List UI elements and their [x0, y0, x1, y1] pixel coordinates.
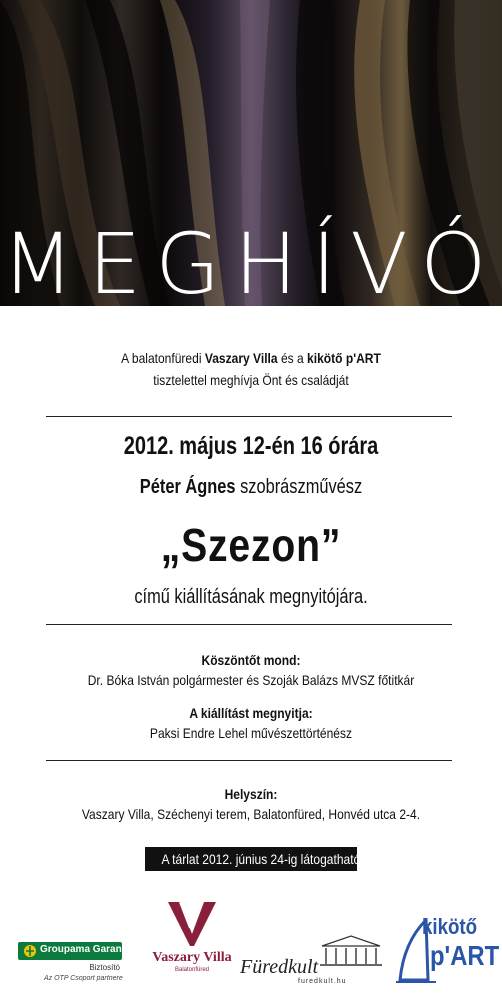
furedkult-name: Füredkult — [240, 956, 319, 978]
furedkult-url: furedkult.hu — [298, 978, 347, 985]
divider — [46, 416, 452, 417]
building-facade-icon — [316, 934, 386, 966]
exhibition-duration-note — [145, 847, 364, 871]
exhibition-title: „Szezon” — [160, 519, 342, 571]
location-address: Vaszary Villa, Széchenyi terem, Balatonfüred, Honvéd utca 2-4. — [81, 806, 421, 822]
invitation-title: MEGHÍVÓ — [1, 215, 501, 306]
exhibition-subtitle: című kiállításának megnyitójára. — [134, 586, 368, 608]
greeting-label: Köszöntőt mond: — [201, 652, 301, 668]
part-name: p'ART — [430, 940, 500, 971]
header-artwork — [0, 0, 502, 306]
intro-line-1 — [35, 349, 467, 368]
vaszary-name: Vaszary Villa — [152, 950, 232, 965]
vaszary-place: Balatonfüred — [174, 967, 210, 973]
groupama-otp-note: Az OTP Csoport partnere — [44, 975, 123, 982]
groupama-leaf-icon — [23, 944, 37, 958]
divider — [46, 624, 452, 625]
intro-organizer: kikötő p'ART — [307, 350, 381, 366]
opening-label: A kiállítást megnyitja: — [189, 705, 313, 721]
artist-name: Péter Ágnes — [139, 476, 236, 498]
kikoto-part-logo — [396, 914, 500, 986]
kikoto-name: kikötő — [422, 914, 478, 939]
intro-line-2: tisztelettel meghívja Önt és családját — [153, 372, 349, 388]
opening-name: Paksi Endre Lehel művészettörténész — [149, 725, 353, 741]
event-date: 2012. május 12-én 16 órára — [123, 432, 379, 460]
greeting-names: Dr. Bóka István polgármester és Szoják Balázs MVSZ főtitkár — [87, 672, 415, 688]
note-text: A tárlat 2012. június 24-ig látogatható. — [161, 851, 364, 867]
intro-prefix: A balatonfüredi — [121, 350, 205, 366]
groupama-name: Groupama Garancia — [40, 944, 136, 955]
intro-conjunction: és a — [277, 350, 308, 366]
intro-venue: Vaszary Villa — [204, 350, 278, 366]
furedkult-logo — [240, 934, 388, 988]
location-label: Helyszín: — [224, 786, 278, 802]
artist-role: szobrászművész — [235, 476, 363, 498]
groupama-subtitle: Biztosító — [89, 963, 120, 972]
groupama-garancia-logo — [18, 942, 136, 986]
vaszary-villa-logo — [146, 898, 238, 978]
artist-line — [45, 476, 457, 499]
divider — [46, 760, 452, 761]
vaszary-v-emblem — [166, 898, 218, 948]
